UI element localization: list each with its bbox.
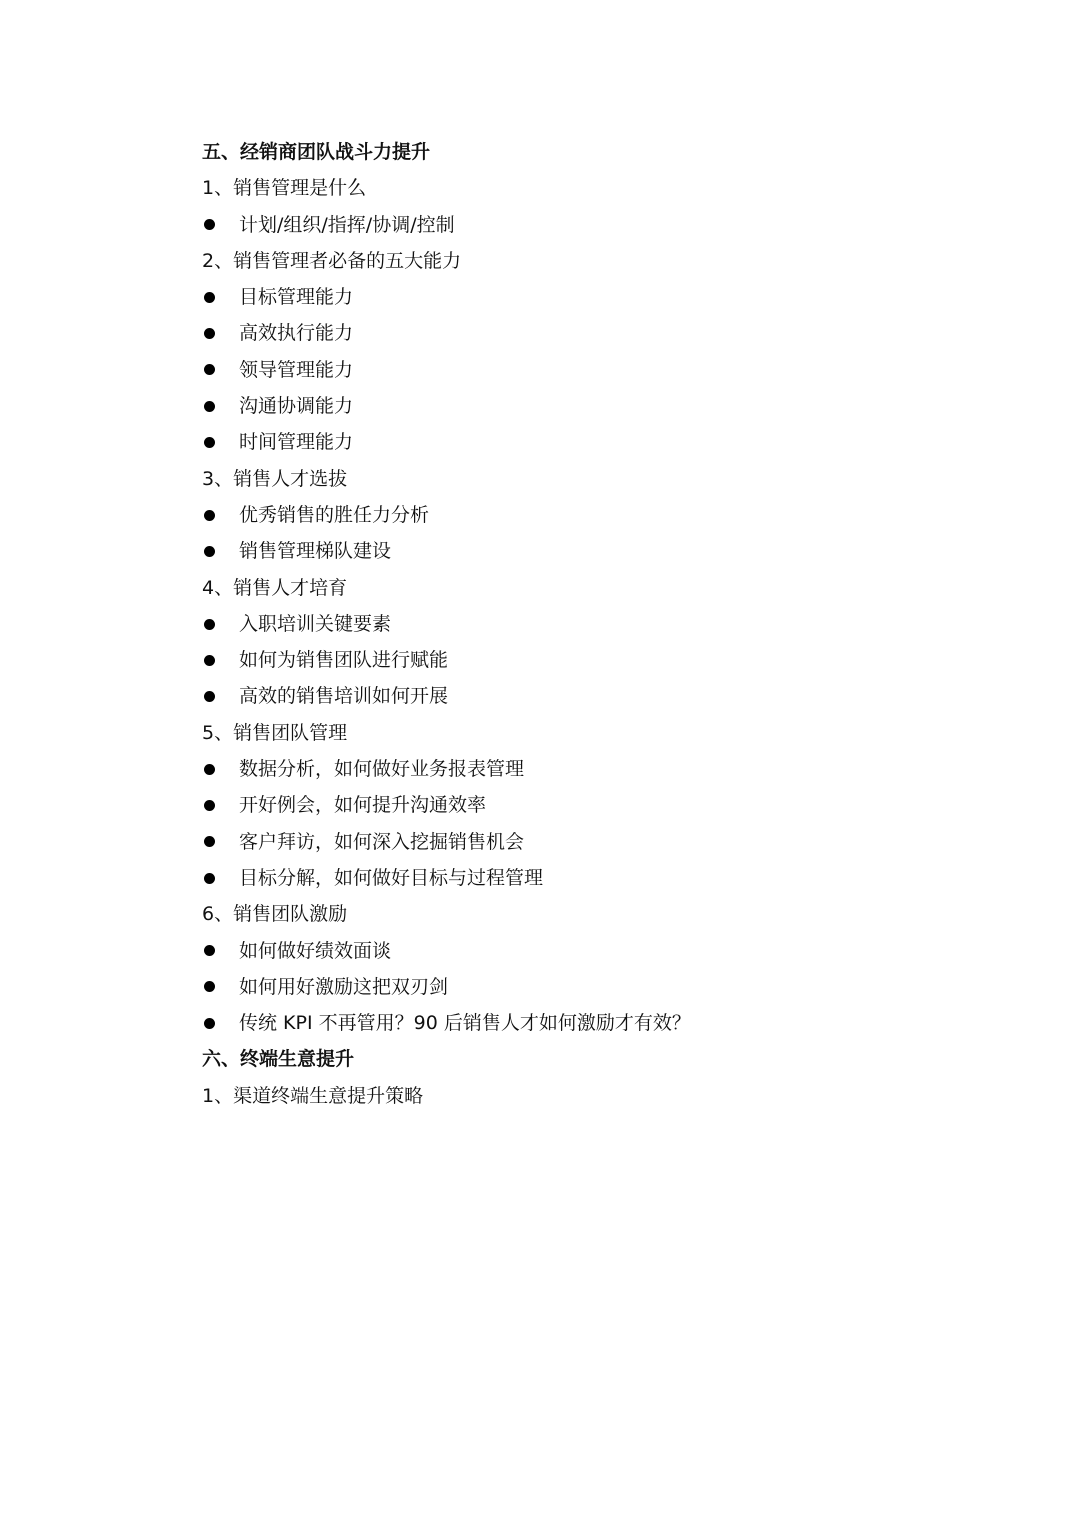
- bullet-dot-icon: [204, 873, 215, 884]
- line-text: 五、经销商团队战斗力提升: [202, 141, 431, 163]
- numbered-item: [202, 896, 1002, 932]
- line-text: 传统 KPI 不再管用？90 后销售人才如何激励才有效？: [239, 1012, 691, 1035]
- line-text: 销售管理梯队建设: [239, 540, 392, 563]
- bullet-dot-icon: [204, 546, 215, 557]
- bullet-dot-icon: [204, 1018, 215, 1029]
- bullet-dot-icon: [204, 328, 215, 339]
- line-text: 时间管理能力: [239, 431, 354, 454]
- section-heading: [202, 1041, 1002, 1077]
- bullet-item: [202, 824, 1002, 860]
- line-text: 领导管理能力: [239, 358, 354, 381]
- bullet-item: [202, 352, 1002, 388]
- bullet-dot-icon: [204, 836, 215, 847]
- numbered-item: [202, 461, 1002, 497]
- bullet-item: [202, 207, 1002, 243]
- bullet-item: [202, 388, 1002, 424]
- bullet-dot-icon: [204, 437, 215, 448]
- numbered-item: [202, 170, 1002, 206]
- line-text: 如何为销售团队进行赋能: [239, 649, 449, 672]
- line-text: 入职培训关键要素: [239, 612, 392, 635]
- bullet-item: [202, 642, 1002, 678]
- line-text: 如何做好绩效面谈: [239, 939, 392, 962]
- line-text: 六、终端生意提升: [202, 1048, 355, 1071]
- section-heading: [202, 134, 1002, 170]
- line-text: 如何用好激励这把双刃剑: [239, 975, 449, 998]
- bullet-dot-icon: [204, 364, 215, 375]
- bullet-item: [202, 678, 1002, 714]
- line-text: 3、销售人才选拔: [202, 467, 348, 490]
- bullet-item: [202, 606, 1002, 642]
- bullet-item: [202, 533, 1002, 569]
- bullet-dot-icon: [204, 655, 215, 666]
- bullet-dot-icon: [204, 764, 215, 775]
- bullet-item: [202, 969, 1002, 1005]
- bullet-dot-icon: [204, 292, 215, 303]
- bullet-item: [202, 933, 1002, 969]
- bullet-dot-icon: [204, 981, 215, 992]
- line-text: 高效的销售培训如何开展: [239, 685, 449, 708]
- bullet-dot-icon: [204, 219, 215, 230]
- line-text: 数据分析，如何做好业务报表管理: [239, 758, 525, 781]
- line-text: 2、销售管理者必备的五大能力: [202, 249, 462, 272]
- numbered-item: [202, 1078, 1002, 1114]
- bullet-item: [202, 1005, 1002, 1041]
- line-text: 1、销售管理是什么: [202, 177, 367, 200]
- line-text: 目标管理能力: [239, 286, 354, 309]
- bullet-item: [202, 497, 1002, 533]
- bullet-item: [202, 860, 1002, 896]
- line-text: 6、销售团队激励: [202, 903, 348, 926]
- line-text: 优秀销售的胜任力分析: [239, 503, 430, 526]
- bullet-item: [202, 315, 1002, 351]
- bullet-dot-icon: [204, 401, 215, 412]
- line-text: 目标分解，如何做好目标与过程管理: [239, 866, 544, 889]
- bullet-item: [202, 751, 1002, 787]
- line-text: 开好例会，如何提升沟通效率: [239, 794, 487, 817]
- bullet-dot-icon: [204, 800, 215, 811]
- line-text: 1、渠道终端生意提升策略: [202, 1084, 424, 1107]
- line-text: 沟通协调能力: [239, 395, 354, 418]
- line-text: 客户拜访，如何深入挖掘销售机会: [239, 830, 525, 853]
- bullet-item: [202, 787, 1002, 823]
- line-text: 5、销售团队管理: [202, 721, 348, 744]
- bullet-dot-icon: [204, 510, 215, 521]
- numbered-item: [202, 243, 1002, 279]
- bullet-dot-icon: [204, 619, 215, 630]
- numbered-item: [202, 715, 1002, 751]
- bullet-item: [202, 279, 1002, 315]
- line-text: 4、销售人才培育: [202, 576, 348, 599]
- line-text: 计划/组织/指挥/协调/控制: [239, 213, 455, 236]
- numbered-item: [202, 570, 1002, 606]
- document-body: [202, 134, 1002, 1114]
- bullet-item: [202, 424, 1002, 460]
- bullet-dot-icon: [204, 691, 215, 702]
- line-text: 高效执行能力: [239, 322, 354, 345]
- bullet-dot-icon: [204, 945, 215, 956]
